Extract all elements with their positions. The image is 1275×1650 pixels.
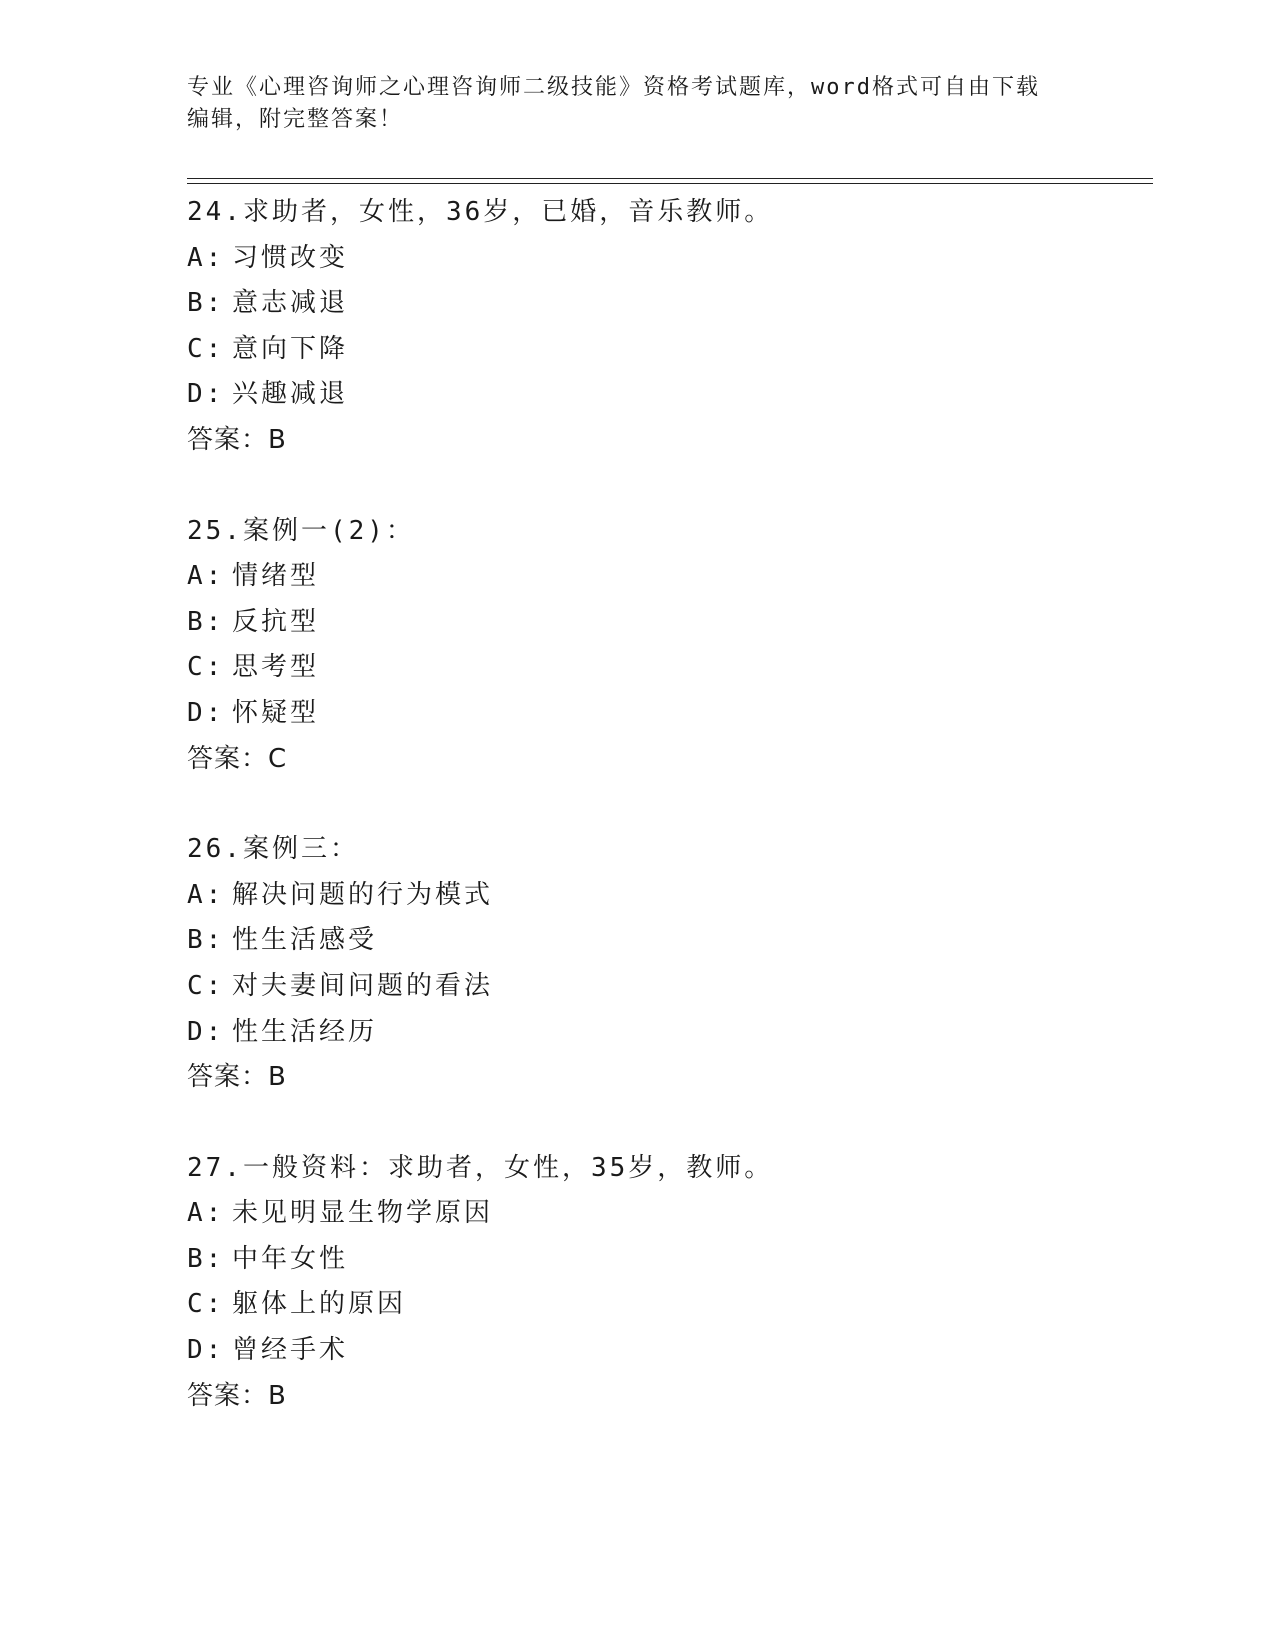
answer: 答案：C (187, 743, 288, 774)
header-line-2: 编辑，附完整答案！ (187, 107, 404, 132)
option-letter: D: (187, 1016, 225, 1047)
option-text: 兴趣减退 (232, 379, 349, 410)
option-letter: A: (187, 879, 225, 910)
option-text: 性生活感受 (232, 925, 378, 956)
question-24 (187, 190, 1147, 464)
option-c (187, 645, 1147, 691)
answer: 答案：B (187, 1062, 287, 1093)
option-letter: D: (187, 697, 225, 728)
option-text: 情绪型 (232, 561, 320, 592)
option-b (187, 281, 1147, 327)
option-c (187, 1282, 1147, 1328)
question-stem: 24.求助者，女性，36岁，已婚，音乐教师。 (187, 197, 774, 227)
option-text: 曾经手术 (232, 1335, 349, 1366)
option-d (187, 1010, 1147, 1056)
header-line-1: 专业《心理咨询师之心理咨询师二级技能》资格考试题库，word格式可自由下载 (187, 75, 1040, 100)
option-a (187, 554, 1147, 600)
question-list (187, 190, 1147, 1464)
option-text: 解决问题的行为模式 (232, 879, 494, 910)
question-26 (187, 827, 1147, 1101)
option-text: 躯体上的原因 (232, 1289, 407, 1320)
option-b (187, 918, 1147, 964)
option-letter: C: (187, 652, 225, 683)
question-25 (187, 509, 1147, 783)
option-d (187, 372, 1147, 418)
option-c (187, 327, 1147, 373)
question-27 (187, 1146, 1147, 1420)
option-text: 性生活经历 (232, 1016, 378, 1047)
option-text: 习惯改变 (232, 242, 349, 273)
question-stem: 27.一般资料：求助者，女性，35岁，教师。 (187, 1152, 774, 1183)
option-letter: D: (187, 1335, 225, 1366)
answer: 答案：B (187, 424, 287, 455)
question-stem: 25.案例一(2)： (187, 515, 415, 546)
header-divider-bottom (187, 183, 1153, 184)
option-letter: A: (187, 242, 225, 273)
option-b (187, 1237, 1147, 1283)
question-stem: 26.案例三： (187, 834, 359, 865)
option-letter: A: (187, 561, 225, 592)
option-letter: A: (187, 1198, 225, 1229)
option-letter: C: (187, 970, 225, 1001)
option-letter: B: (187, 288, 225, 319)
option-d (187, 1328, 1147, 1374)
option-letter: C: (187, 333, 225, 364)
option-a (187, 1191, 1147, 1237)
option-a (187, 873, 1147, 919)
header-divider-top (187, 178, 1153, 179)
option-letter: B: (187, 1243, 225, 1274)
option-text: 怀疑型 (232, 697, 320, 728)
answer: 答案：B (187, 1380, 287, 1411)
option-text: 意志减退 (232, 288, 349, 319)
option-text: 思考型 (232, 652, 320, 683)
option-letter: B: (187, 606, 225, 637)
option-text: 反抗型 (232, 606, 320, 637)
option-d (187, 691, 1147, 737)
option-text: 对夫妻间问题的看法 (232, 970, 494, 1001)
option-letter: C: (187, 1289, 225, 1320)
option-a (187, 236, 1147, 282)
option-text: 中年女性 (232, 1243, 349, 1274)
option-c (187, 964, 1147, 1010)
option-text: 意向下降 (232, 333, 349, 364)
document-header (187, 72, 1087, 136)
option-text: 未见明显生物学原因 (232, 1198, 494, 1229)
option-b (187, 600, 1147, 646)
option-letter: B: (187, 925, 225, 956)
option-letter: D: (187, 379, 225, 410)
